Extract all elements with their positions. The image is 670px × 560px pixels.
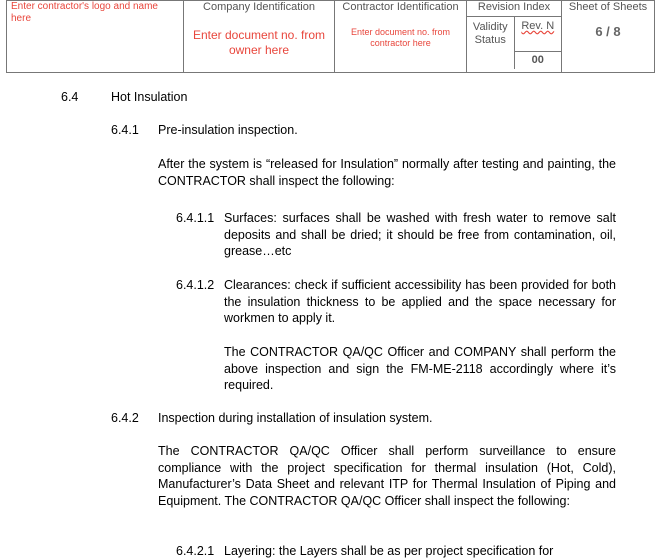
company-identification-cell [184,1,335,73]
revision-subtable [467,17,561,69]
sheet-title: Sheet of Sheets [568,1,648,13]
section-6-4-1-number: 6.4.1 [111,123,139,137]
contractor-identification-cell [335,1,467,73]
rev-label: Rev. N [514,17,561,51]
rev-value: 00 [531,53,544,66]
section-6-4-2-title: Inspection during installation of insulation system. [158,411,433,425]
section-6-4-1-1-number: 6.4.1.1 [176,211,215,225]
section-6-4-1-title: Pre-insulation inspection. [158,123,298,137]
section-6-4-1-2-number: 6.4.1.2 [176,278,215,292]
contractor-identification-title: Contractor Identification [342,1,459,13]
validity-status-label: Validity Status [467,17,514,69]
section-6-4-number: 6.4 [61,90,79,104]
section-6-4-2-intro: The CONTRACTOR QA/QC Officer shall perform surveillance to ensure compliance with the project specification for thermal insulation (Hot, Cold), Manufacturer’s Data Sheet and relevant ITP for Thermal Insulation of Piping and Equipment. The CONTRACTOR QA/QC Officer shall inspect the following: [158,444,616,508]
section-6-4-1-intro: After the system is “released for Insulation” normally after testing and painting, the CONTRACTOR shall inspect the following: [158,157,616,188]
company-document-placeholder: Enter document no. from owner here [192,28,326,57]
contractor-document-placeholder: Enter document no. from contractor here [350,27,451,48]
section-6-4-1-2-text: Clearances: check if sufficient accessibility has been provided for both the insulation thickness to be applied and the space necessary for workmen to apply it. [224,278,616,325]
section-6-4-2-1-text: Layering: the Layers shall be as per project specification for [224,544,554,558]
revision-index-title: Revision Index [467,1,561,17]
sheet-cell [562,1,655,73]
section-6-4-title: Hot Insulation [111,90,188,104]
section-6-4-1-1-text: Surfaces: surfaces shall be washed with fresh water to remove salt deposits and shall be dried; it should be free from contamination, oil, grease…etc [224,211,616,258]
sheet-value: 6 / 8 [595,24,621,39]
section-6-4-2-1-number: 6.4.2.1 [176,544,215,558]
section-6-4-2-number: 6.4.2 [111,411,139,425]
contractor-logo-placeholder: Enter contractor's logo and name here [11,1,158,24]
document-header-table [6,0,655,73]
revision-index-cell [467,1,562,73]
company-identification-title: Company Identification [203,1,315,13]
section-6-4-1-2-paragraph: The CONTRACTOR QA/QC Officer and COMPANY shall perform the above inspection and sign the FM-ME-2118 accordingly where it’s required. [224,345,616,392]
contractor-logo-cell [7,1,184,73]
